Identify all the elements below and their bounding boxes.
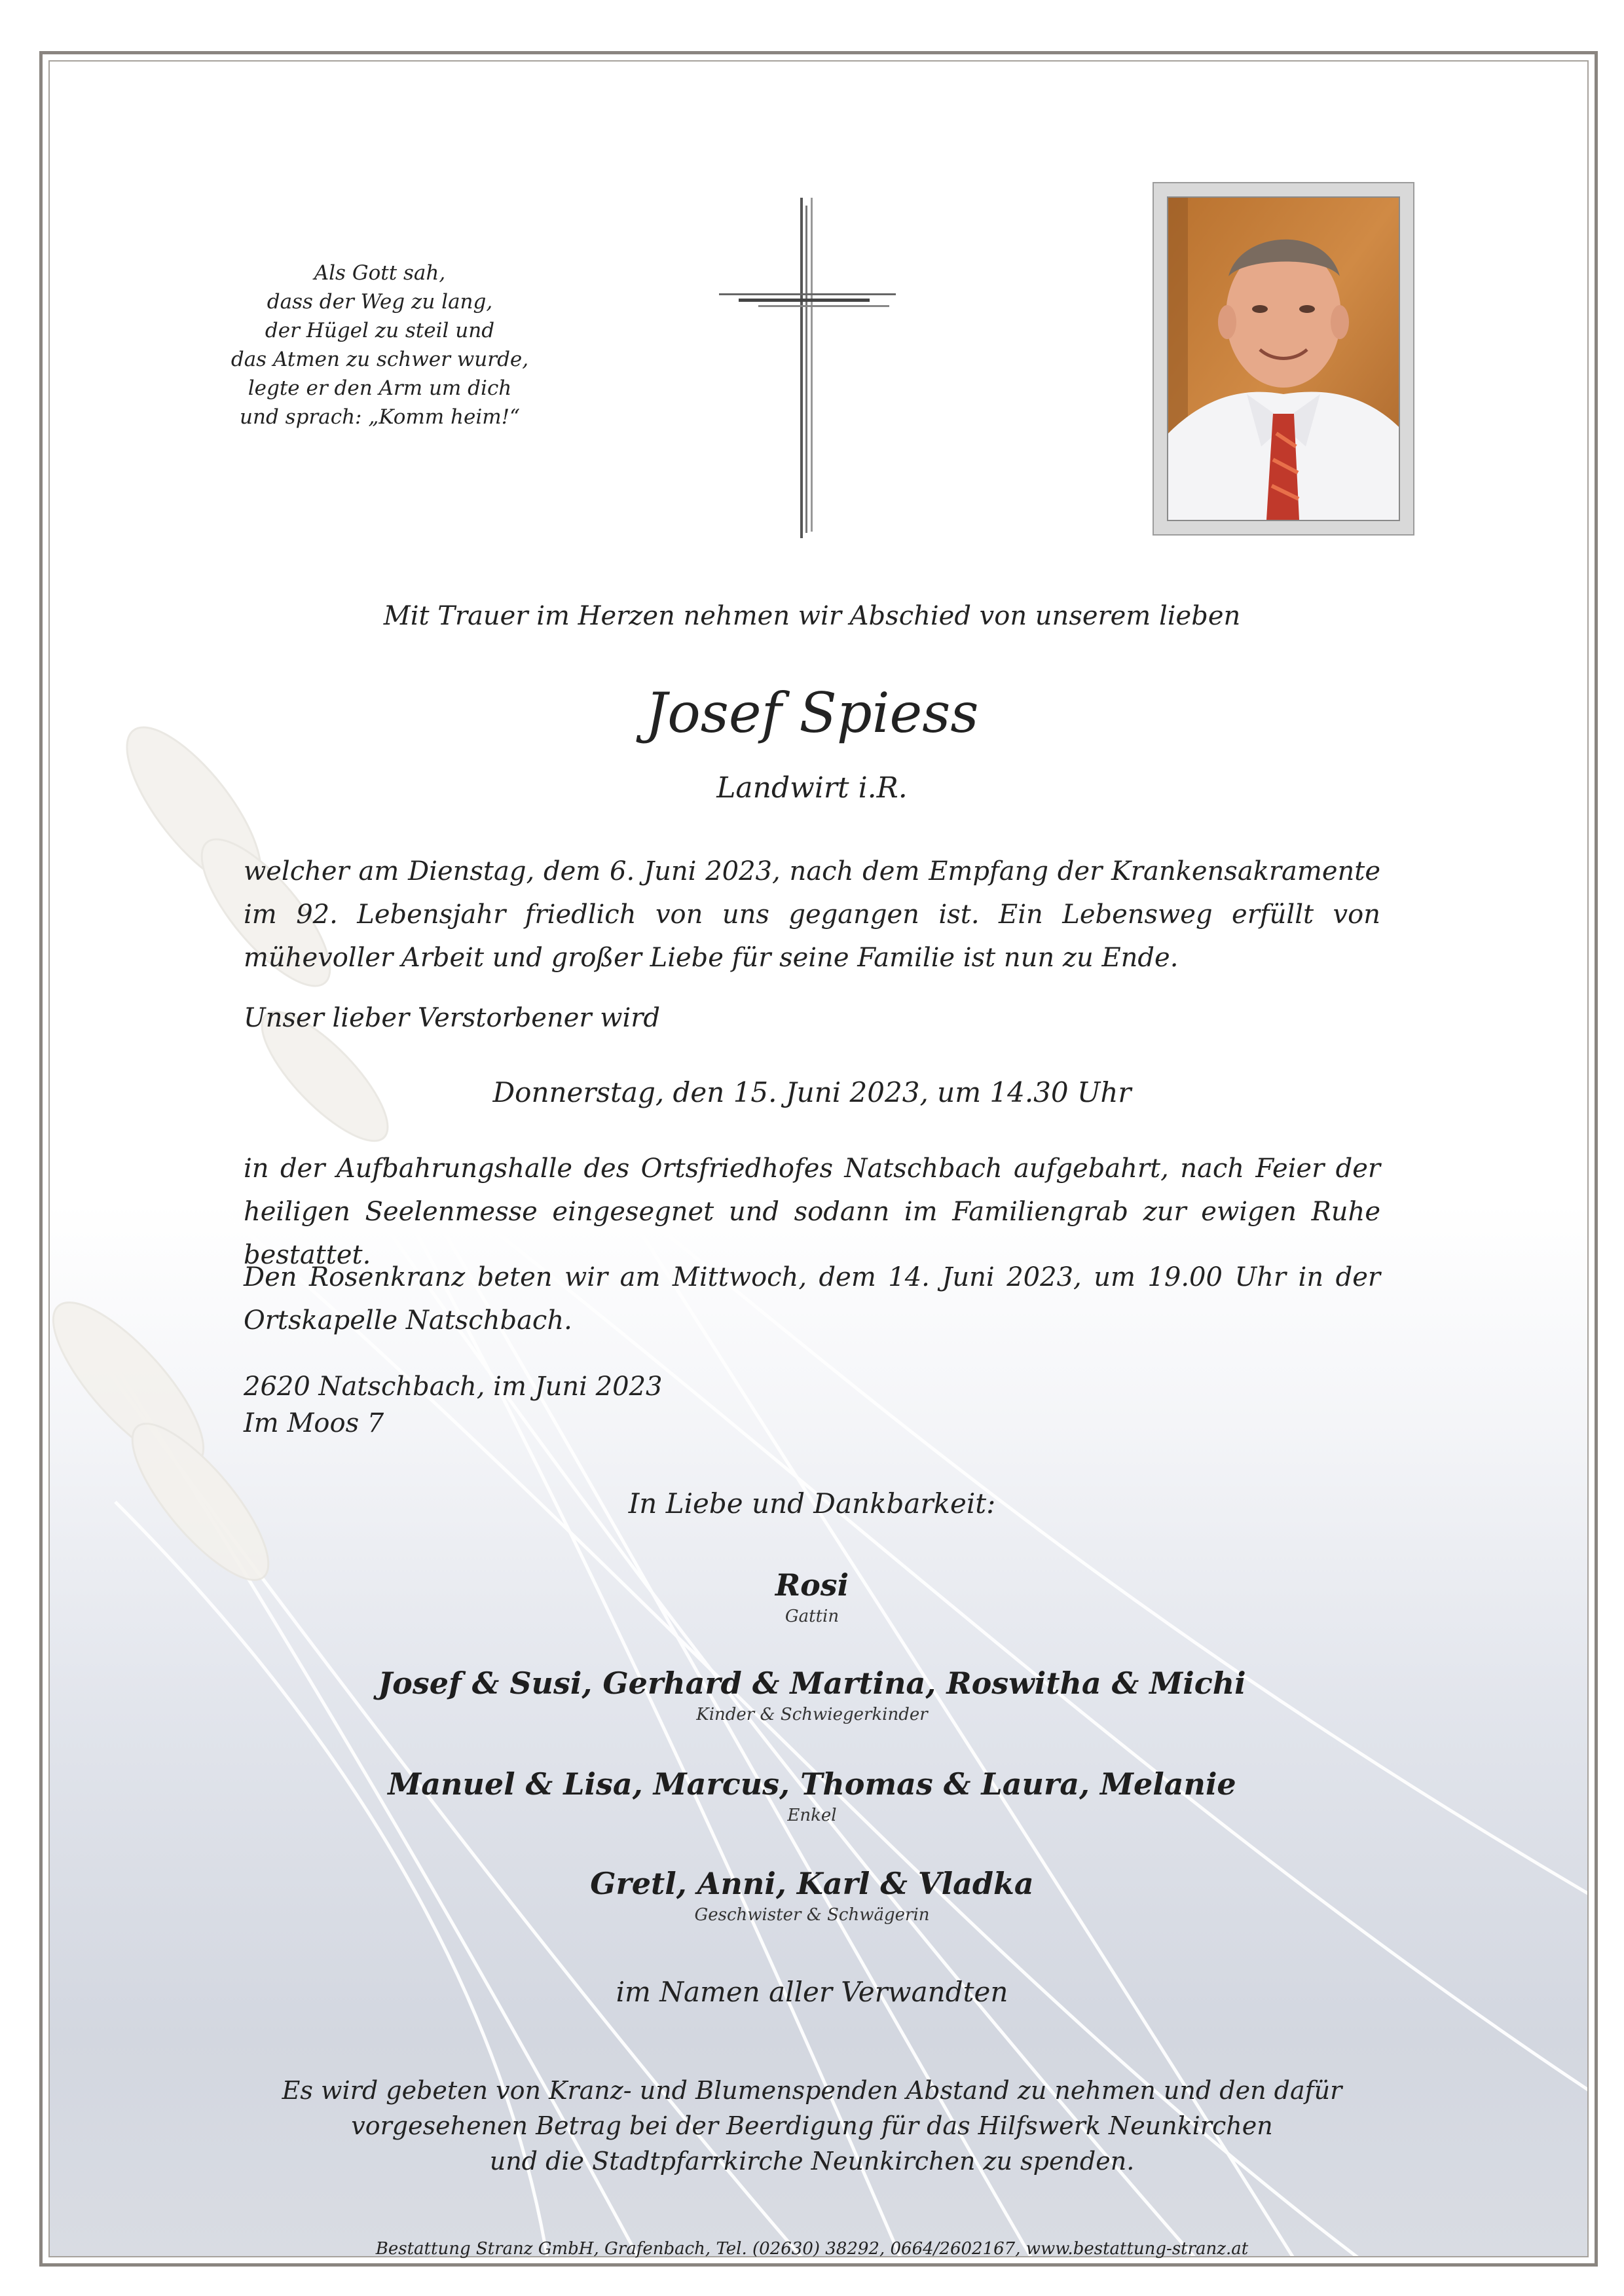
portrait-image	[1167, 196, 1400, 521]
lead-text: Unser lieber Verstorbener wird	[244, 1003, 660, 1033]
family-group	[196, 1567, 1428, 1626]
cross-icon	[719, 198, 896, 538]
poem-line: und sprach: „Komm heim!“	[240, 405, 520, 429]
relatives-text: im Namen aller Verwandten	[616, 1976, 1008, 2008]
family-names: Rosi	[775, 1567, 849, 1603]
address-line: 2620 Natschbach, im Juni 2023	[244, 1372, 663, 1402]
request-line: Es wird gebeten von Kranz- und Blumenspenden Abstand zu nehmen und den dafür	[282, 2076, 1342, 2105]
death-paragraph: welcher am Dienstag, dem 6. Juni 2023, nach dem Empfang der Krankensakramente im 92. Lebensjahr friedlich von uns gegangen ist. Ein Lebensweg erfüllt von mühevoller Arbeit und großer Liebe für seine Familie ist nun zu Ende.	[244, 856, 1380, 973]
burial-paragraph: in der Aufbahrungshalle des Ortsfriedhofes Natschbach aufgebahrt, nach Feier der heiligen Seelenmesse eingesegnet und sodann im Familiengrab zur ewigen Ruhe bestattet.	[244, 1154, 1380, 1270]
poem-line: Als Gott sah,	[314, 261, 446, 285]
address-line: Im Moos 7	[244, 1408, 384, 1438]
family-names: Josef & Susi, Gerhard & Martina, Roswitha & Michi	[378, 1666, 1246, 1701]
donation-request	[196, 2073, 1428, 2179]
deceased-title: Landwirt i.R.	[716, 771, 908, 805]
family-group	[196, 1766, 1428, 1825]
intro-text: Mit Trauer im Herzen nehmen wir Abschied von unserem lieben	[383, 601, 1241, 631]
poem-line: das Atmen zu schwer wurde,	[231, 348, 529, 371]
poem-line: der Hügel zu steil und	[265, 319, 495, 342]
portrait-photo	[1153, 182, 1414, 536]
family-group	[196, 1666, 1428, 1724]
family-role: Geschwister & Schwägerin	[694, 1905, 930, 1925]
family-role: Gattin	[784, 1607, 840, 1626]
family-role: Enkel	[787, 1806, 837, 1825]
family-names: Gretl, Anni, Karl & Vladka	[590, 1866, 1034, 1901]
family-names: Manuel & Lisa, Marcus, Thomas & Laura, Melanie	[388, 1766, 1236, 1802]
request-line: vorgesehenen Betrag bei der Beerdigung für das Hilfswerk Neunkirchen	[351, 2111, 1273, 2140]
family-group	[196, 1866, 1428, 1925]
deceased-name: Josef Spiess	[645, 681, 979, 745]
funeral-date: Donnerstag, den 15. Juni 2023, um 14.30 Uhr	[492, 1076, 1132, 1108]
footer-undertaker: Bestattung Stranz GmbH, Grafenbach, Tel. (02630) 38292, 0664/2602167, www.bestattung-stranz.at	[375, 2239, 1249, 2259]
family-role: Kinder & Schwiegerkinder	[696, 1705, 928, 1724]
poem	[196, 259, 563, 431]
poem-line: legte er den Arm um dich	[248, 376, 512, 400]
address-block	[244, 1368, 662, 1442]
thanks-heading: In Liebe und Dankbarkeit:	[628, 1487, 996, 1520]
request-line: und die Stadtpfarrkirche Neunkirchen zu spenden.	[489, 2147, 1135, 2176]
rosary-paragraph: Den Rosenkranz beten wir am Mittwoch, dem 14. Juni 2023, um 19.00 Uhr in der Ortskapelle Natschbach.	[244, 1262, 1380, 1336]
poem-line: dass der Weg zu lang,	[267, 290, 493, 314]
